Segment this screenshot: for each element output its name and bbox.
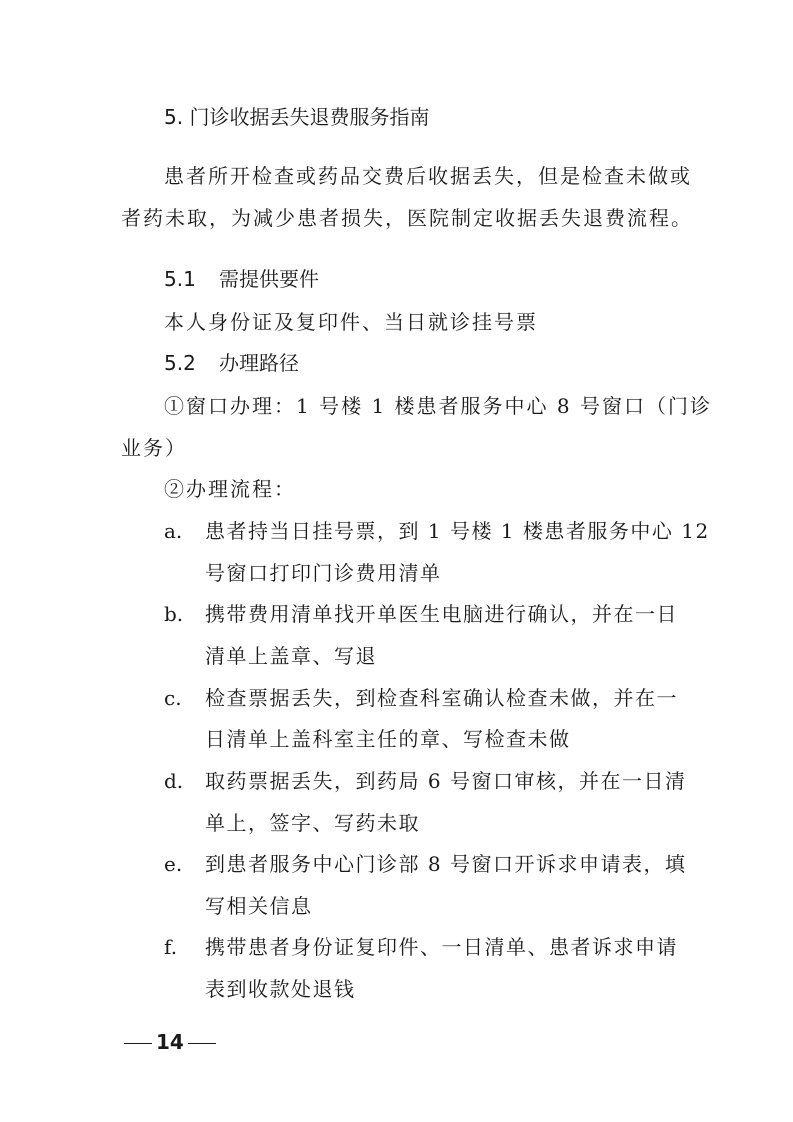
step-c-line-1: 检查票据丢失，到检查科室确认检查未做，并在一 (205, 686, 678, 710)
step-e-line-2: 写相关信息 (205, 894, 313, 918)
requirements-text: 本人身份证及复印件、当日就诊挂号票 (164, 310, 538, 334)
step-a-line-1: 患者持当日挂号票，到 1 号楼 1 楼患者服务中心 12 (205, 519, 710, 543)
footer-dash-left (124, 1043, 152, 1044)
step-c-marker: c. (164, 686, 182, 710)
step-a-line-2: 号窗口打印门诊费用清单 (205, 561, 442, 585)
step-d-marker: d. (164, 769, 184, 793)
step-a-marker: a. (164, 519, 183, 543)
route-heading-text: 办理路径 (219, 351, 299, 375)
requirements-heading-text: 需提供要件 (219, 267, 319, 291)
window-line-1: ①窗口办理：1 号楼 1 楼患者服务中心 8 号窗口（门诊 (164, 394, 712, 418)
footer-dash-right (188, 1043, 216, 1044)
step-e-marker: e. (164, 852, 183, 876)
step-c-line-2: 日清单上盖科室主任的章、写检查未做 (205, 727, 571, 751)
window-line-2: 业务） (121, 436, 187, 460)
step-b-marker: b. (164, 602, 184, 626)
page-number: 14 (156, 1030, 184, 1054)
page-footer (120, 1030, 220, 1054)
step-d-line-1: 取药票据丢失，到药局 6 号窗口审核，并在一日清 (205, 769, 687, 793)
route-heading (164, 351, 299, 375)
section-title: 5. 门诊收据丢失退费服务指南 (164, 105, 430, 129)
intro-paragraph-line-2: 者药未取，为减少患者损失，医院制定收据丢失退费流程。 (121, 206, 693, 230)
step-e-line-1: 到患者服务中心门诊部 8 号窗口开诉求申请表，填 (205, 852, 687, 876)
step-b-line-2: 清单上盖章、写退 (205, 644, 377, 668)
requirements-heading (164, 267, 319, 291)
intro-paragraph-line-1: 患者所开检查或药品交费后收据丢失，但是检查未做或 (164, 164, 692, 188)
step-b-line-1: 携带费用清单找开单医生电脑进行确认，并在一日 (205, 602, 678, 626)
step-f-line-2: 表到收款处退钱 (205, 977, 356, 1001)
route-number: 5.2 (164, 351, 196, 375)
flow-heading: ②办理流程： (164, 477, 296, 501)
step-f-marker: f. (164, 935, 178, 959)
step-f-line-1: 携带患者身份证复印件、一日清单、患者诉求申请 (205, 935, 678, 959)
step-d-line-2: 单上，签字、写药未取 (205, 811, 420, 835)
requirements-number: 5.1 (164, 267, 196, 291)
